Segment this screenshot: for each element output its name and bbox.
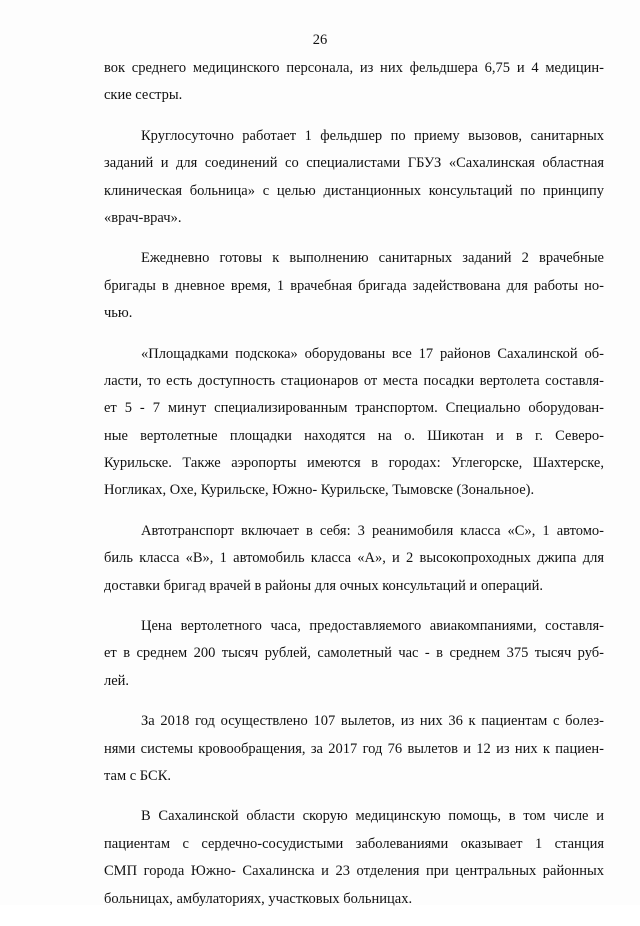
text-line: ские сестры.	[104, 87, 183, 104]
paragraph-flight-stats	[104, 708, 604, 790]
text-line: ет 5 - 7 минут специализированным транспортом. Специально оборудован-	[104, 400, 604, 417]
text-line: доставки бригад врачей в районы для очных консультаций и операций.	[104, 577, 543, 594]
text-line: Цена вертолетного часа, предоставляемого авиакомпаниями, составля-	[141, 618, 604, 635]
text-line: больницах, амбулаториях, участковых больницах.	[104, 890, 413, 907]
paragraph-round-the-clock	[104, 123, 604, 233]
paragraph-helipads	[104, 341, 604, 505]
text-line: Круглосуточно работает 1 фельдшер по приему вызовов, санитарных	[141, 127, 604, 144]
text-line: В Сахалинской области скорую медицинскую помощь, в том числе и	[141, 808, 604, 825]
text-line: пациентам с сердечно-сосудистыми заболеваниями оказывает 1 станция	[104, 835, 604, 852]
text-line: ет в среднем 200 тысяч рублей, самолетный час - в среднем 375 тысяч руб-	[104, 645, 604, 662]
text-line: чью.	[104, 305, 133, 322]
paragraph-vehicles	[104, 518, 604, 600]
text-line: вок среднего медицинского персонала, из них фельдшера 6,75 и 4 медицин-	[104, 60, 604, 76]
text-line: ные вертолетные площадки находятся на о. Шикотан и в г. Северо-	[104, 427, 604, 444]
text-line: ласти, то есть доступность стационаров от места посадки вертолета составля-	[104, 372, 604, 389]
text-line: Курильске. Также аэропорты имеются в городах: Углегорске, Шахтерске,	[104, 455, 604, 472]
text-line: СМП города Южно- Сахалинска и 23 отделения при центральных районных	[104, 863, 604, 880]
page-number: 26	[312, 32, 328, 48]
body-text	[104, 55, 604, 926]
text-line: «врач-врач».	[104, 209, 182, 226]
paragraph-daily-brigades	[104, 245, 604, 327]
text-line: там с БСК.	[104, 767, 172, 784]
text-line: клиническая больница» с целью дистанционных консультаций по принципу	[104, 182, 604, 199]
paragraph-staff-continuation	[104, 55, 604, 110]
text-line: нями системы кровообращения, за 2017 год 76 вылетов и 12 из них к пациен-	[104, 740, 604, 757]
text-line: «Площадками подскока» оборудованы все 17 районов Сахалинской об-	[141, 345, 604, 362]
text-line: Ежедневно готовы к выполнению санитарных заданий 2 врачебные	[141, 250, 604, 267]
text-line: Автотранспорт включает в себя: 3 реанимобиля класса «С», 1 автомо-	[141, 522, 604, 539]
text-line: заданий и для соединений со специалистами ГБУЗ «Сахалинская областная	[104, 155, 604, 172]
text-line: лей.	[104, 672, 130, 689]
text-line: бригады в дневное время, 1 врачебная бригада задействована для работы но-	[104, 277, 604, 294]
paragraph-emergency-stations	[104, 803, 604, 913]
text-line: Ногликах, Охе, Курильске, Южно- Курильске, Тымовске (Зональное).	[104, 482, 535, 499]
text-line: За 2018 год осуществлено 107 вылетов, из них 36 к пациентам с болез-	[141, 713, 604, 730]
text-line: биль класса «В», 1 автомобиль класса «А», и 2 высокопроходных джипа для	[104, 550, 604, 567]
paragraph-flight-cost	[104, 613, 604, 695]
